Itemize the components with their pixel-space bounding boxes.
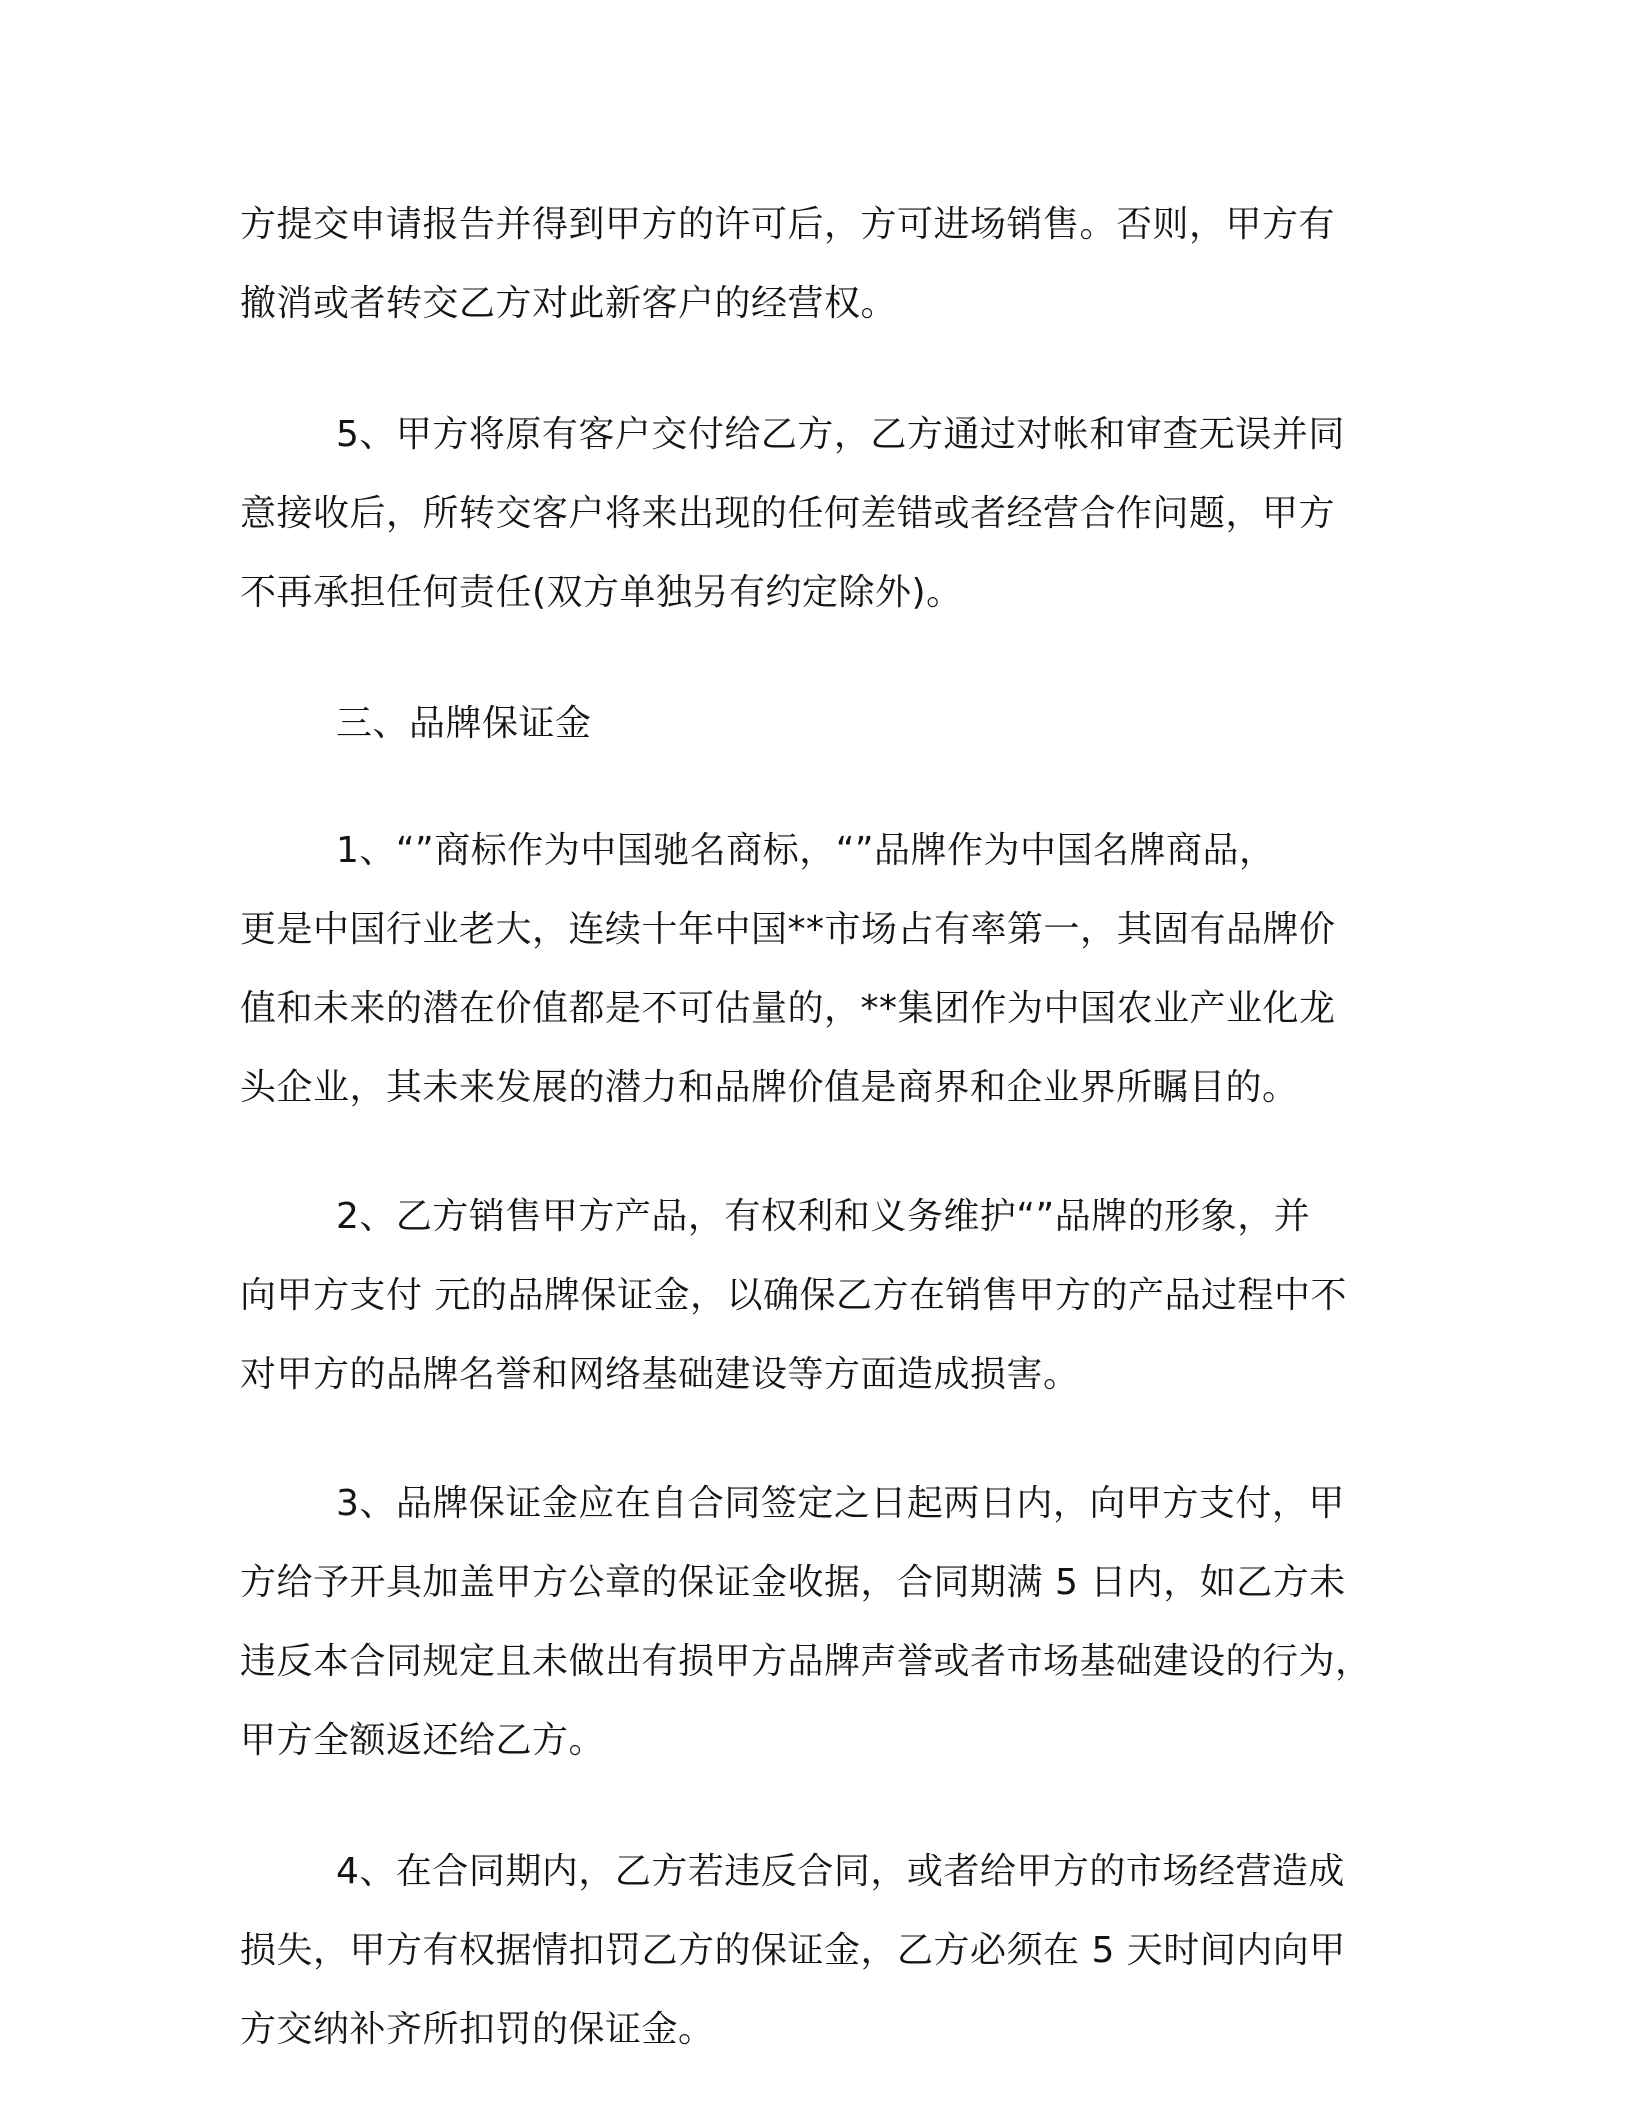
text-line: 违反本合同规定且未做出有损甲方品牌声誉或者市场基础建设的行为，: [240, 1641, 1372, 1682]
document-body: [240, 185, 1370, 2121]
text-line: 3、品牌保证金应在自合同签定之日起两日内，向甲方支付，甲: [336, 1483, 1345, 1524]
text-line: 撤消或者转交乙方对此新客户的经营权。: [240, 283, 898, 324]
text-line: 1、“”商标作为中国驰名商标，“”品牌作为中国名牌商品，: [336, 830, 1276, 871]
section-heading-text: 三、品牌保证金: [336, 703, 592, 744]
text-line: 2、乙方销售甲方产品，有权利和义务维护“”品牌的形象，并: [336, 1196, 1311, 1237]
text-line: 意接收后，所转交客户将来出现的任何差错或者经营合作问题，甲方: [240, 493, 1336, 534]
paragraph-clause-4: [240, 1832, 1370, 2069]
text-line: 头企业，其未来发展的潜力和品牌价值是商界和企业界所瞩目的。: [240, 1067, 1299, 1108]
text-line: 甲方全额返还给乙方。: [240, 1720, 606, 1761]
text-line: 方交纳补齐所扣罚的保证金。: [240, 2009, 715, 2050]
text-line: 损失，甲方有权据情扣罚乙方的保证金，乙方必须在 5 天时间内向甲: [240, 1930, 1346, 1971]
text-line: 对甲方的品牌名誉和网络基础建设等方面造成损害。: [240, 1354, 1080, 1395]
text-line: 值和未来的潜在价值都是不可估量的，**集团作为中国农业产业化龙: [240, 988, 1336, 1029]
text-line: 5、甲方将原有客户交付给乙方，乙方通过对帐和审查无误并同: [336, 414, 1345, 455]
text-line: 方提交申请报告并得到甲方的许可后，方可进场销售。否则，甲方有: [240, 204, 1336, 245]
section-heading: [240, 684, 1370, 763]
text-line: 4、在合同期内，乙方若违反合同，或者给甲方的市场经营造成: [336, 1851, 1345, 1892]
text-line: 向甲方支付 元的品牌保证金，以确保乙方在销售甲方的产品过程中不: [240, 1275, 1347, 1316]
paragraph-clause-1: [240, 811, 1370, 1127]
paragraph-clause-5: [240, 395, 1370, 632]
paragraph-clause-2: [240, 1177, 1370, 1414]
text-line: 方给予开具加盖甲方公章的保证金收据，合同期满 5 日内，如乙方未: [240, 1562, 1346, 1603]
text-line: 不再承担任何责任(双方单独另有约定除外)。: [240, 572, 963, 613]
text-line: 更是中国行业老大，连续十年中国**市场占有率第一，其固有品牌价: [240, 909, 1336, 950]
paragraph-clause-3: [240, 1464, 1370, 1780]
paragraph-continuation: [240, 185, 1370, 343]
